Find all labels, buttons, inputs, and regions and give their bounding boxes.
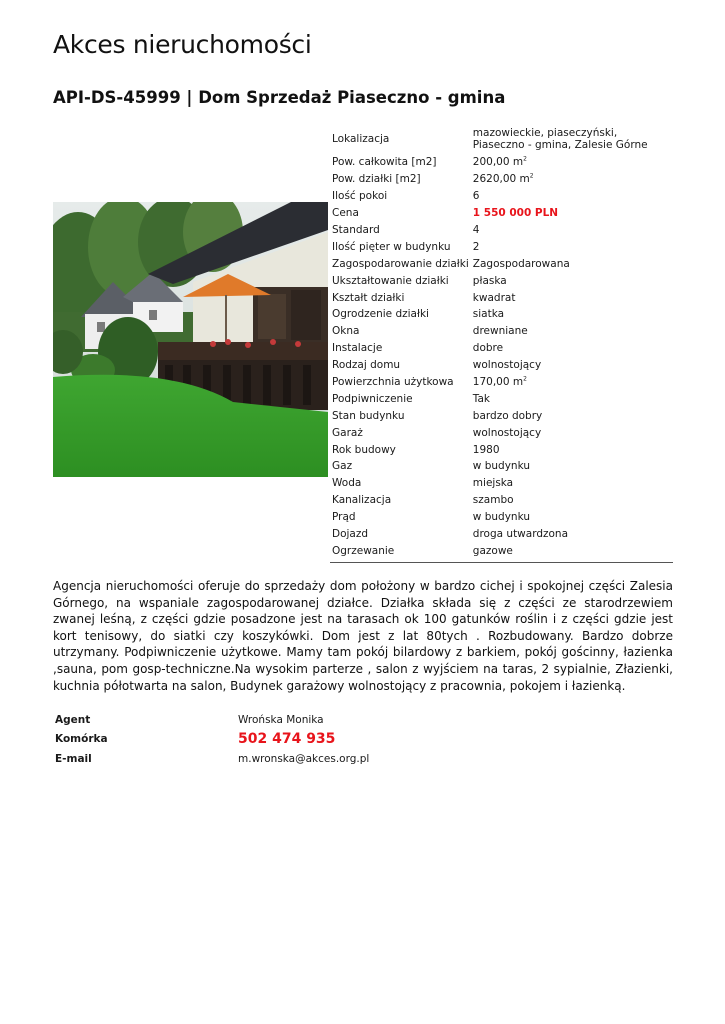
detail-value-text: 2620,00 m [472,173,530,186]
detail-label: Kształt działki [332,291,405,304]
house-photo [53,202,328,477]
detail-value-text: droga utwardzona [472,528,569,541]
detail-row [330,542,673,562]
contact-row-email [53,749,371,769]
detail-label: Ukształtowanie działki [332,274,449,287]
detail-value-text: siatka [472,308,505,321]
detail-row [330,441,673,458]
detail-row [330,340,673,357]
detail-value-text: 170,00 m [472,376,524,389]
detail-label: Ilość pokoi [332,190,388,203]
detail-value [471,458,673,475]
detail-value-text: 200,00 m [472,156,524,169]
detail-label: Powierzchnia użytkowa [332,376,454,389]
detail-value-text: 1980 [472,443,500,456]
detail-value [471,323,673,340]
agent-value: Wrońska Monika [238,713,324,726]
detail-value-text: płaska [472,274,507,287]
detail-label: Cena [332,207,359,220]
detail-value-text: kwadrat [472,291,516,304]
detail-value [471,289,673,306]
detail-value [471,509,673,526]
unit-superscript: 2 [529,172,534,180]
detail-row [330,205,673,222]
detail-label: Ogrodzenie działki [332,308,429,321]
detail-value [471,357,673,374]
detail-value [471,340,673,357]
detail-label: Rodzaj domu [332,359,401,372]
detail-value [471,205,673,222]
detail-row [330,123,673,154]
detail-value-text: bardzo dobry [472,409,543,422]
detail-value [471,390,673,407]
detail-row [330,424,673,441]
detail-label: Pow. całkowita [m2] [332,156,437,169]
detail-value [471,272,673,289]
detail-label: Zagospodarowanie działki [332,257,469,270]
detail-value-text: w budynku [472,511,530,524]
brand-title: Akces nieruchomości [53,30,312,59]
detail-label: Prąd [332,511,356,524]
detail-label: Stan budynku [332,409,405,422]
detail-row [330,509,673,526]
detail-value [471,154,673,171]
detail-label: Standard [332,224,380,236]
detail-value-text: Zagospodarowana [472,257,570,270]
agent-label: Agent [55,713,91,726]
detail-row [330,289,673,306]
detail-row [330,374,673,391]
detail-label: Ilość pięter w budynku [332,240,451,253]
detail-value-text: Tak [472,392,490,405]
detail-value [471,374,673,391]
detail-value [471,171,673,188]
detail-value-text: 1 550 000 PLN [472,207,559,220]
detail-value [471,407,673,424]
detail-value-text: wolnostojący [472,359,542,372]
phone-value: 502 474 935 [238,731,336,748]
detail-value [471,123,673,154]
detail-value [471,424,673,441]
detail-label: Ogrzewanie [330,542,471,562]
detail-row [330,154,673,171]
contact-row-phone [53,730,371,750]
detail-value-text: dobre [472,342,504,355]
detail-row [330,255,673,272]
detail-value [471,255,673,272]
detail-label: Kanalizacja [332,494,392,507]
detail-value [471,441,673,458]
detail-row [330,238,673,255]
detail-value [471,222,673,239]
listing-title: API-DS-45999 | Dom Sprzedaż Piaseczno - gmina [53,88,506,107]
detail-row [330,458,673,475]
detail-value [471,238,673,255]
detail-value [471,492,673,509]
detail-value [471,475,673,492]
property-details-table [330,123,673,563]
detail-row [330,306,673,323]
contact-table [53,710,371,769]
detail-row [330,526,673,543]
detail-value [471,542,673,562]
detail-value [471,306,673,323]
detail-value-text: 2 [472,240,480,253]
detail-label: Woda [332,477,362,490]
property-description: Agencja nieruchomości oferuje do sprzedaży dom położony w bardzo cichej i spokojnej części Zalesia Górnego, na wspaniale zagospodarowanej działce. Działka składa się z części ze starodrzewiem zwanej leśną, z części gdzie posadzone jest na tarasach ok 100 gatunków roślin i z części gdzie jest kort tenisowy, do siatki czy koszykówki. Dom jest z lat 80tych . Rozbudowany. Bardzo dobrze utrzymany. Podpiwniczenie użytkowe. Mamy tam pokój bilardowy z barkiem, pokój gościnny, łazienka ,sauna, pom gosp-techniczne.Na wysokim parterze , salon z wyjściem na taras, 2 sypialnie, Złazienki, kuchnia półotwarta na salon, Budynek garażowy wolnostojący z pracownia, pokojem i łazienką. [53,579,673,693]
detail-row [330,492,673,509]
phone-label: Komórka [55,733,108,746]
email-label: E-mail [55,752,92,765]
detail-label: Lokalizacja [332,132,390,145]
detail-value [471,526,673,543]
detail-value-text: mazowieckie, piaseczyński, Piaseczno - gmina, Zalesie Górne [472,126,648,151]
detail-row [330,475,673,492]
detail-value-text: w budynku [472,460,530,473]
detail-row [330,407,673,424]
detail-value-text: szambo [472,494,514,507]
detail-row [330,222,673,239]
detail-label: Dojazd [332,528,369,541]
detail-label: Garaż [332,426,363,439]
detail-label: Pow. działki [m2] [332,173,421,186]
detail-row [330,171,673,188]
detail-label: Gaz [332,460,353,473]
detail-row [330,390,673,407]
detail-row [330,188,673,205]
contact-row-agent [53,710,371,730]
detail-value-text: 6 [472,190,480,203]
detail-label: Instalacje [332,342,383,355]
detail-value [471,188,673,205]
detail-label: Podpiwniczenie [332,392,413,405]
detail-label: Rok budowy [332,443,396,456]
detail-value-text: gazowe [472,544,513,557]
detail-label: Okna [332,325,360,338]
detail-value-text: miejska [472,477,514,490]
email-value[interactable]: m.wronska@akces.org.pl [238,752,370,765]
detail-value-text: drewniane [472,325,528,338]
detail-row [330,357,673,374]
unit-superscript: 2 [523,155,527,163]
detail-row [330,323,673,340]
detail-value-text: 4 [472,224,480,236]
detail-row [330,272,673,289]
detail-value-text: wolnostojący [472,426,542,439]
unit-superscript: 2 [523,375,527,383]
